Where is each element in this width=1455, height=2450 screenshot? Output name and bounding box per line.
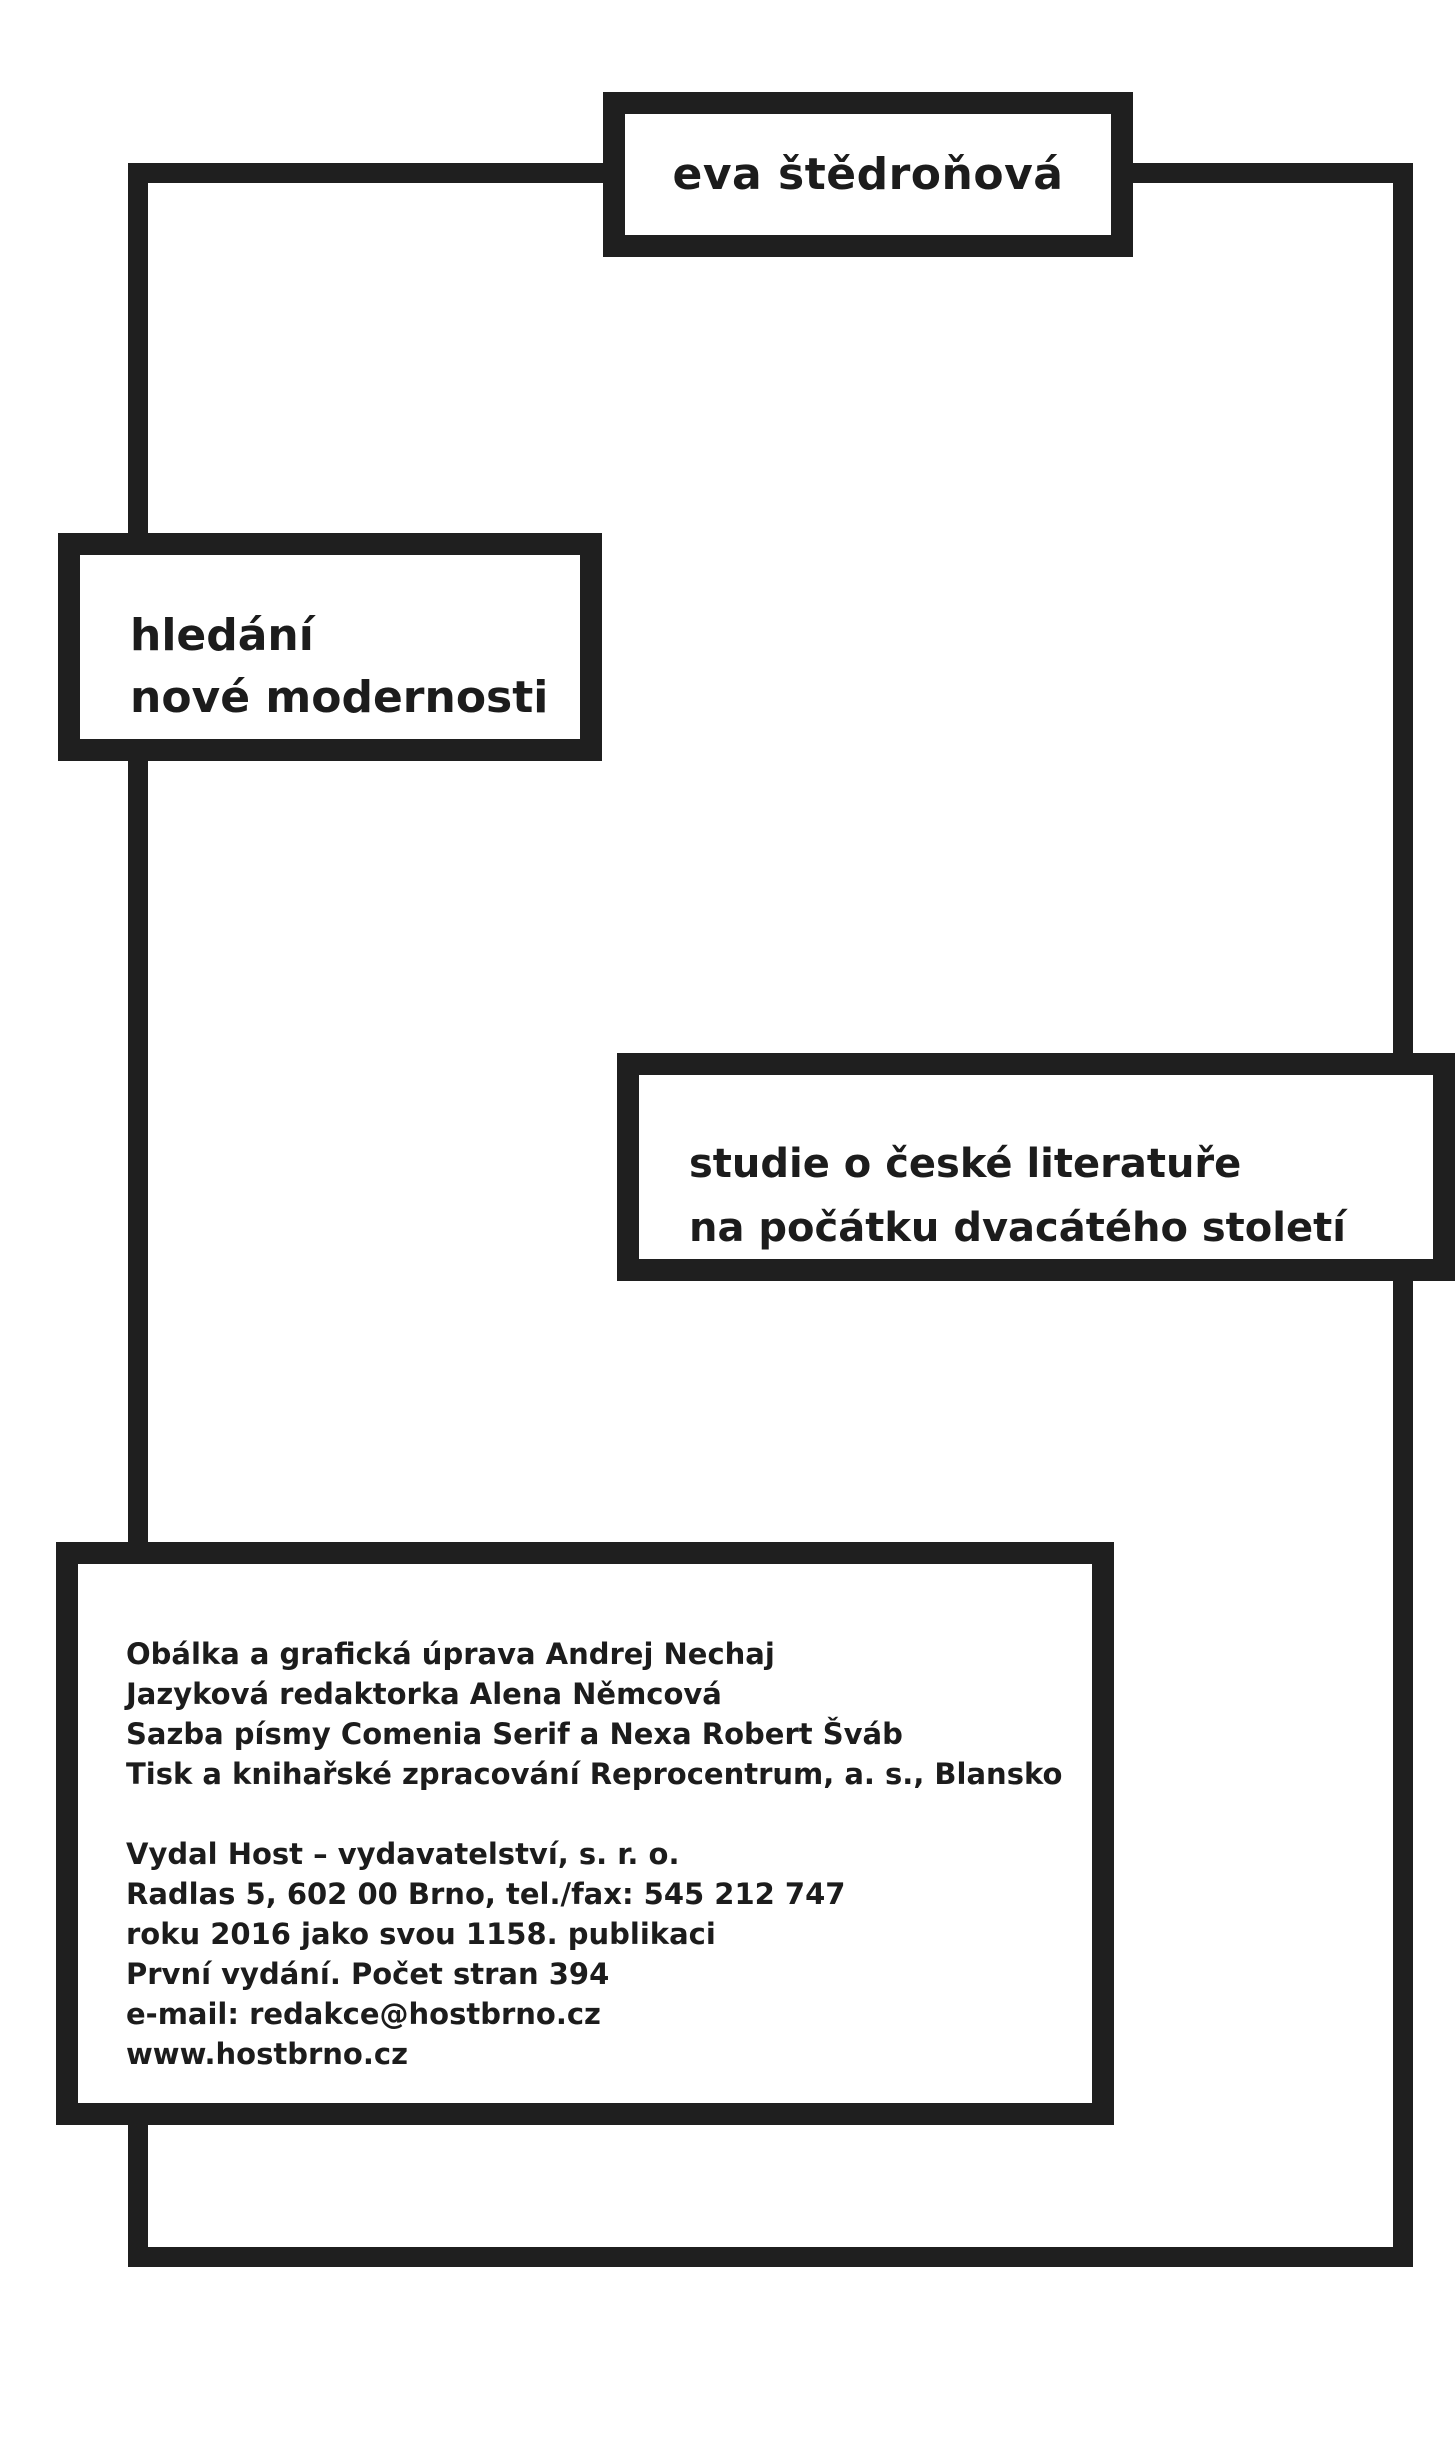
subtitle-box xyxy=(617,1053,1455,1281)
colophon-spacer xyxy=(126,1794,1092,1834)
publisher-address: Radlas 5, 602 00 Brno, tel./fax: 545 212 747 xyxy=(126,1877,846,1911)
book-subtitle-line-2: na počátku dvacátého století xyxy=(689,1205,1346,1251)
author-box xyxy=(603,92,1133,257)
edition-info: První vydání. Počet stran 394 xyxy=(126,1957,610,1991)
credit-typesetting: Sazba písmy Comenia Serif a Nexa Robert Šváb xyxy=(126,1717,903,1751)
credit-printing: Tisk a knihařské zpracování Reprocentrum, a. s., Blansko xyxy=(126,1757,1063,1791)
publisher-email: e-mail: redakce@hostbrno.cz xyxy=(126,1997,601,2031)
book-title-line-1: hledání xyxy=(130,610,314,661)
book-title-line-2: nové modernosti xyxy=(130,672,549,723)
credit-cover-design: Obálka a grafická úprava Andrej Nechaj xyxy=(126,1637,775,1671)
author-name: eva štědroňová xyxy=(672,149,1064,200)
publisher-website: www.hostbrno.cz xyxy=(126,2037,408,2071)
credit-language-editor: Jazyková redaktorka Alena Němcová xyxy=(126,1677,722,1711)
publisher-name: Vydal Host – vydavatelství, s. r. o. xyxy=(126,1837,680,1871)
colophon-box xyxy=(56,1542,1114,2125)
publication-year: roku 2016 jako svou 1158. publikaci xyxy=(126,1917,716,1951)
book-subtitle-line-1: studie o české literatuře xyxy=(689,1141,1242,1187)
title-box xyxy=(58,533,602,761)
